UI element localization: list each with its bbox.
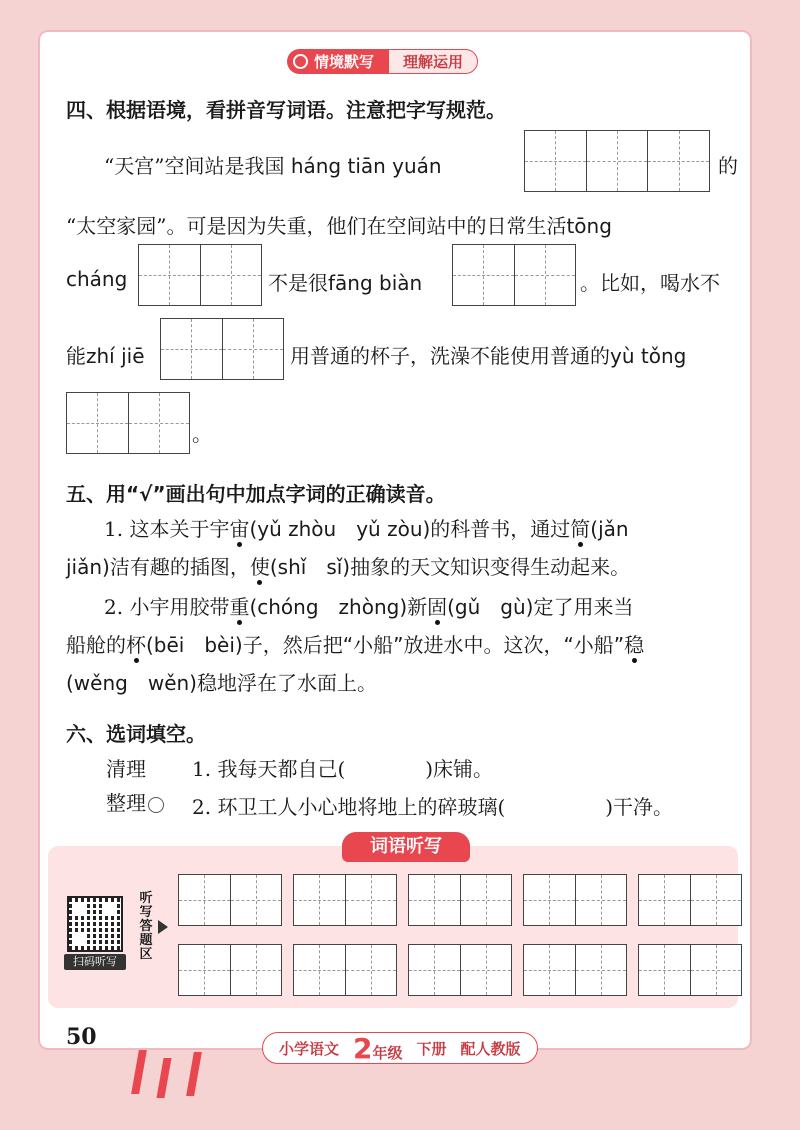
scan-label: 扫码听写 <box>64 954 126 970</box>
s4-line3-mid: 不是很fāng biàn <box>268 271 423 295</box>
decoration-stripe <box>131 1050 147 1094</box>
header-tag-primary: 情境默写 <box>287 49 388 74</box>
arrow-right-icon <box>158 920 168 934</box>
answer-grid-fangbian[interactable] <box>452 244 576 306</box>
tree-icon <box>148 797 164 813</box>
footer-edition: 配人教版 <box>460 1039 521 1058</box>
dictation-grid[interactable] <box>523 944 627 996</box>
section6-title: 六、选词填空。 <box>66 722 206 746</box>
header-tag <box>287 48 478 74</box>
answer-grid-hangtianyuan[interactable] <box>524 130 710 192</box>
header-tag-secondary: 理解运用 <box>388 49 478 74</box>
qr-code-icon[interactable] <box>67 896 123 952</box>
word-option-qingli: 清理 <box>106 757 146 781</box>
s5-q2-line2: 船舱的杯(bēi bèi)子，然后把“小船”放进水中。这次，“小船”稳 <box>66 633 645 657</box>
dictation-grid[interactable] <box>523 874 627 926</box>
s5-q1-line1: 1. 这本关于宇宙(yǔ zhòu yǔ zòu)的科普书，通过简(jǎn <box>104 517 629 541</box>
s4-line4-mid: 用普通的杯子，洗澡不能使用普通的yù tǒng <box>290 344 687 368</box>
section4-title: 四、根据语境，看拼音写词语。注意把字写规范。 <box>66 98 506 122</box>
footer-volume: 下册 <box>416 1039 447 1058</box>
footer-band <box>262 1032 538 1064</box>
worksheet-page <box>38 30 752 1065</box>
clock-icon <box>293 54 308 69</box>
s4-line5-end: 。 <box>192 422 212 446</box>
dictation-grid[interactable] <box>178 944 282 996</box>
s4-line3-py1: cháng <box>66 267 128 291</box>
word-option-zhengli: 整理 <box>106 788 164 818</box>
dictation-grid[interactable] <box>293 944 397 996</box>
dictation-grid[interactable] <box>638 874 742 926</box>
dictation-grid[interactable] <box>408 944 512 996</box>
decoration-stripe <box>186 1052 202 1096</box>
page-number: 50 <box>66 1024 97 1050</box>
s4-line3-end: 。比如，喝水不 <box>580 271 720 295</box>
s5-q1-line2: jiǎn)洁有趣的插图，使(shǐ sǐ)抽象的天文知识变得生动起来。 <box>66 555 631 579</box>
s4-line2-text: “太空家园”。可是因为失重，他们在空间站中的日常生活tōng <box>66 214 612 238</box>
s6-q2: 2. 环卫工人小心地将地上的碎玻璃( )干净。 <box>192 795 674 819</box>
dictation-title: 词语听写 <box>342 832 470 862</box>
answer-grid-yutong[interactable] <box>66 392 190 454</box>
answer-grid-zhijie[interactable] <box>160 318 284 380</box>
answer-area-label: 听写答题区 <box>139 891 153 962</box>
s4-line1-end: 的 <box>718 154 738 178</box>
decoration-stripe <box>156 1058 171 1098</box>
footer-subject: 小学语文 <box>279 1039 340 1058</box>
footer-grade: 2年级 <box>353 1031 403 1065</box>
s5-q2-line3: (wěng wěn)稳地浮在了水面上。 <box>66 671 377 695</box>
s6-q1: 1. 我每天都自己( )床铺。 <box>192 757 494 781</box>
s5-q2-line1: 2. 小宇用胶带重(chóng zhòng)新固(gǔ gù)定了用来当 <box>104 595 634 619</box>
answer-grid-tongchang[interactable] <box>138 244 262 306</box>
s4-line1-text: “天宫”空间站是我国 háng tiān yuán <box>104 154 442 178</box>
dictation-grid[interactable] <box>638 944 742 996</box>
s4-line4-start: 能zhí jiē <box>66 344 145 368</box>
dictation-grid[interactable] <box>178 874 282 926</box>
dictation-grid[interactable] <box>408 874 512 926</box>
dictation-grid[interactable] <box>293 874 397 926</box>
section5-title: 五、用“√”画出句中加点字词的正确读音。 <box>66 482 446 506</box>
